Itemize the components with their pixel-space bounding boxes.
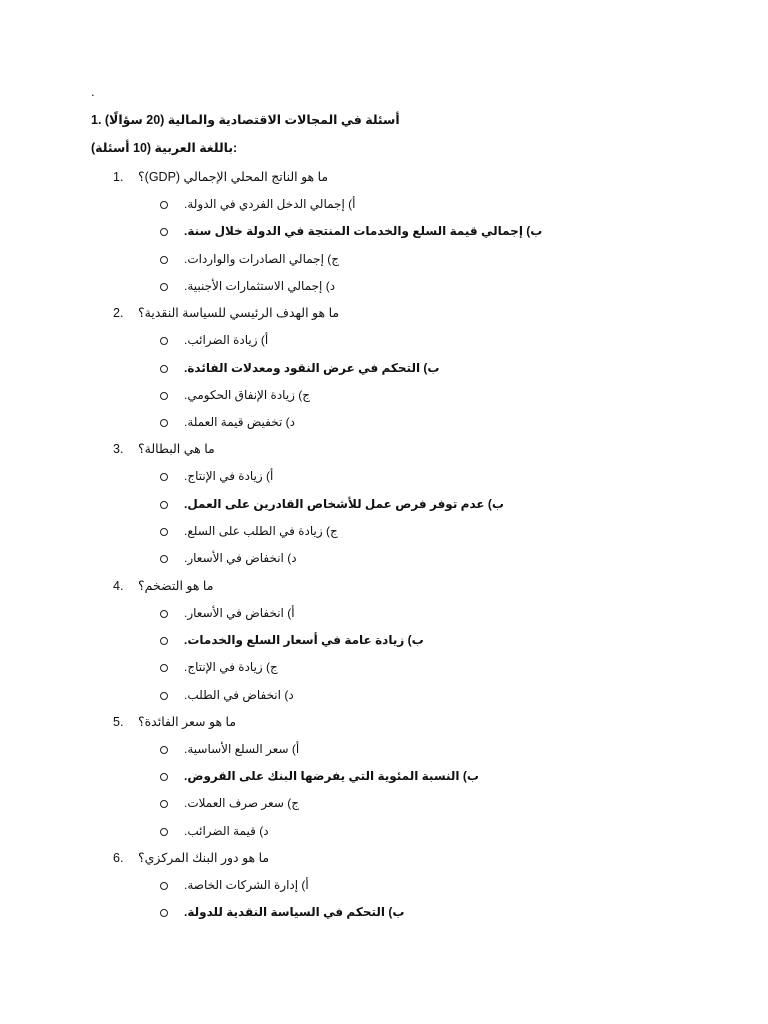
answer-option: أ) زيادة في الإنتاج. xyxy=(184,469,274,484)
question-text: ما هو الناتج المحلي الإجمالي (GDP)؟ xyxy=(138,170,329,184)
answer-option: ج) زيادة الإنفاق الحكومي. xyxy=(184,387,311,402)
answer-option: ج) زيادة في الإنتاج. xyxy=(184,660,278,675)
answer-option: د) انخفاض في الطلب. xyxy=(184,687,294,702)
bullet-icon xyxy=(160,528,168,536)
question-number: 4. xyxy=(113,578,124,593)
bullet-icon xyxy=(160,365,168,373)
bullet-icon xyxy=(160,256,168,264)
answer-option: ج) إجمالي الصادرات والواردات. xyxy=(184,251,339,266)
bullet-icon xyxy=(160,909,168,917)
answer-option: د) تخفيض قيمة العملة. xyxy=(184,415,296,430)
answer-option: أ) سعر السلع الأساسية. xyxy=(184,741,300,756)
subsection-heading: باللغة العربية (10 أسئلة): xyxy=(91,141,238,155)
answer-option: أ) زيادة الضرائب. xyxy=(184,333,269,348)
correct-answer-option: ب) التحكم في عرض النقود ومعدلات الفائدة. xyxy=(184,360,440,375)
correct-answer-option: ب) زيادة عامة في أسعار السلع والخدمات. xyxy=(184,632,424,647)
correct-answer-option: ب) التحكم في السياسة النقدية للدولة. xyxy=(184,905,405,920)
question-text: ما هي البطالة؟ xyxy=(138,442,215,457)
bullet-icon xyxy=(160,637,168,645)
correct-answer-option: ب) إجمالي قيمة السلع والخدمات المنتجة في الدولة خلال سنة. xyxy=(184,224,543,239)
bullet-icon xyxy=(160,501,168,509)
answer-option: ج) زيادة في الطلب على السلع. xyxy=(184,524,338,538)
answer-option: ج) سعر صرف العملات. xyxy=(184,796,299,811)
correct-answer-option: ب) عدم توفر فرص عمل للأشخاص القادرين على العمل. xyxy=(184,496,504,511)
question-text: ما هو سعر الفائدة؟ xyxy=(138,714,237,729)
bullet-icon xyxy=(160,610,168,618)
bullet-icon xyxy=(160,882,168,890)
answer-option: أ) إجمالي الدخل الفردي في الدولة. xyxy=(184,197,356,211)
answer-option: د) إجمالي الاستثمارات الأجنبية. xyxy=(184,278,336,293)
question-text: ما هو دور البنك المركزي؟ xyxy=(138,851,270,865)
question-number: 6. xyxy=(113,851,124,865)
question-number: 3. xyxy=(113,442,124,457)
bullet-icon xyxy=(160,773,168,781)
question-number: 2. xyxy=(113,306,124,321)
answer-option: أ) إدارة الشركات الخاصة. xyxy=(184,878,309,892)
question-text: ما هو الهدف الرئيسي للسياسة النقدية؟ xyxy=(138,306,340,321)
bullet-icon xyxy=(160,201,168,209)
bullet-icon xyxy=(160,555,168,563)
lead-dot: . xyxy=(91,84,95,99)
correct-answer-option: ب) النسبة المئوية التي يفرضها البنك على القروض. xyxy=(184,769,479,784)
question-number: 1. xyxy=(113,170,124,184)
bullet-icon xyxy=(160,419,168,427)
answer-option: د) قيمة الضرائب. xyxy=(184,823,269,838)
question-number: 5. xyxy=(113,714,124,729)
bullet-icon xyxy=(160,664,168,672)
bullet-icon xyxy=(160,746,168,754)
section-heading: أسئلة في المجالات الاقتصادية والمالية (20 سؤالًا) .1 xyxy=(91,113,400,127)
bullet-icon xyxy=(160,473,168,481)
bullet-icon xyxy=(160,692,168,700)
bullet-icon xyxy=(160,283,168,291)
answer-option: أ) انخفاض في الأسعار. xyxy=(184,605,295,620)
bullet-icon xyxy=(160,392,168,400)
bullet-icon xyxy=(160,337,168,345)
answer-option: د) انخفاض في الأسعار. xyxy=(184,551,297,566)
bullet-icon xyxy=(160,800,168,808)
question-text: ما هو التضخم؟ xyxy=(138,578,214,593)
bullet-icon xyxy=(160,228,168,236)
bullet-icon xyxy=(160,828,168,836)
